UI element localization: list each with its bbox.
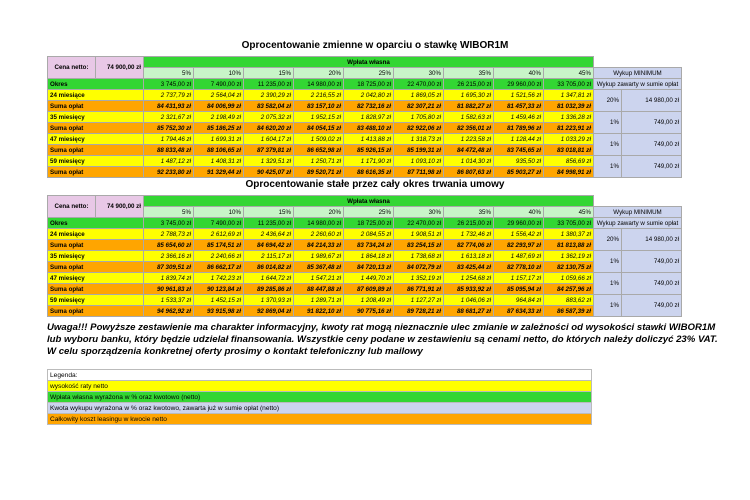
total-cell: 91 822,10 zł xyxy=(294,306,344,317)
rate-cell: 1 452,15 zł xyxy=(194,295,244,306)
price-value: 74 900,00 zł xyxy=(96,57,144,79)
rate-cell: 1 408,31 zł xyxy=(194,156,244,167)
rate-cell: 1 093,10 zł xyxy=(394,156,444,167)
rate-cell: 964,84 zł xyxy=(494,295,544,306)
total-cell: 85 095,94 zł xyxy=(494,284,544,295)
down-payment-amount: 33 705,00 zł xyxy=(544,218,594,229)
percent-cell: 45% xyxy=(544,207,594,218)
total-cell: 83 254,15 zł xyxy=(394,240,444,251)
rate-cell: 1 250,71 zł xyxy=(294,156,344,167)
total-cell: 83 488,10 zł xyxy=(344,123,394,134)
rate-cell: 2 075,32 zł xyxy=(244,112,294,123)
rate-cell: 1 362,19 zł xyxy=(544,251,594,262)
rate-cell: 1 329,51 zł xyxy=(244,156,294,167)
down-payment-amount: 22 470,00 zł xyxy=(394,79,444,90)
total-cell: 84 998,91 zł xyxy=(544,167,594,178)
total-cell: 82 293,97 zł xyxy=(494,240,544,251)
rate-cell: 1 033,29 zł xyxy=(544,134,594,145)
total-cell: 91 329,44 zł xyxy=(194,167,244,178)
rate-cell: 2 321,67 zł xyxy=(144,112,194,123)
total-label: Suma opłat xyxy=(48,262,144,273)
rate-cell: 1 509,02 zł xyxy=(294,134,344,145)
total-cell: 90 961,83 zł xyxy=(144,284,194,295)
down-payment-amount: 3 745,00 zł xyxy=(144,218,194,229)
total-cell: 87 711,98 zł xyxy=(394,167,444,178)
total-cell: 82 922,06 zł xyxy=(394,123,444,134)
total-cell: 87 309,51 zł xyxy=(144,262,194,273)
total-cell: 90 425,07 zł xyxy=(244,167,294,178)
rate-cell: 1 059,66 zł xyxy=(544,273,594,284)
rate-cell: 1 839,74 zł xyxy=(144,273,194,284)
rate-cell: 2 366,16 zł xyxy=(144,251,194,262)
down-payment-amount: 26 215,00 zł xyxy=(444,79,494,90)
percent-cell: 30% xyxy=(394,207,444,218)
rate-cell: 1 794,46 zł xyxy=(144,134,194,145)
rate-cell: 2 564,04 zł xyxy=(194,90,244,101)
down-payment-amount: 29 960,00 zł xyxy=(494,218,544,229)
term-label: 59 miesięcy xyxy=(48,295,144,306)
total-cell: 86 587,39 zł xyxy=(544,306,594,317)
percent-cell: 45% xyxy=(544,68,594,79)
rate-cell: 1 864,18 zł xyxy=(344,251,394,262)
total-cell: 82 774,06 zł xyxy=(444,240,494,251)
term-label: 35 miesięcy xyxy=(48,251,144,262)
buyout-amount: 749,00 zł xyxy=(622,295,682,317)
buyout-header: Wykup MINIMUM xyxy=(594,68,682,79)
spacer xyxy=(594,196,682,207)
total-cell: 89 520,71 zł xyxy=(294,167,344,178)
rate-cell: 1 487,69 zł xyxy=(494,251,544,262)
rate-cell: 1 613,18 zł xyxy=(444,251,494,262)
total-cell: 84 694,42 zł xyxy=(244,240,294,251)
buyout-percent: 1% xyxy=(594,251,622,273)
down-payment-header: Wpłata własna xyxy=(144,196,594,207)
rate-cell: 1 449,70 zł xyxy=(344,273,394,284)
buyout-percent: 20% xyxy=(594,90,622,112)
total-label: Suma opłat xyxy=(48,101,144,112)
total-label: Suma opłat xyxy=(48,306,144,317)
down-payment-amount: 7 490,00 zł xyxy=(194,79,244,90)
rate-cell: 1 171,90 zł xyxy=(344,156,394,167)
buyout-percent: 1% xyxy=(594,295,622,317)
rate-cell: 1 380,37 zł xyxy=(544,229,594,240)
rate-cell: 1 157,17 zł xyxy=(494,273,544,284)
down-payment-amount: 11 235,00 zł xyxy=(244,218,294,229)
percent-cell: 15% xyxy=(244,207,294,218)
percent-cell: 30% xyxy=(394,68,444,79)
rate-cell: 1 318,73 zł xyxy=(394,134,444,145)
rate-cell: 2 788,73 zł xyxy=(144,229,194,240)
total-cell: 88 833,48 zł xyxy=(144,145,194,156)
rate-cell: 1 127,27 zł xyxy=(394,295,444,306)
rate-cell: 2 612,69 zł xyxy=(194,229,244,240)
rate-cell: 2 216,55 zł xyxy=(294,90,344,101)
legend-item-down-payment: Wpłata własna wyrażona w % oraz kwotowo (netto) xyxy=(48,392,592,403)
total-label: Suma opłat xyxy=(48,167,144,178)
total-cell: 84 054,15 zł xyxy=(294,123,344,134)
total-cell: 94 962,92 zł xyxy=(144,306,194,317)
rate-cell: 2 198,49 zł xyxy=(194,112,244,123)
total-cell: 89 285,86 zł xyxy=(244,284,294,295)
rate-cell: 1 289,71 zł xyxy=(294,295,344,306)
total-cell: 81 032,39 zł xyxy=(544,101,594,112)
total-cell: 85 926,15 zł xyxy=(344,145,394,156)
rate-cell: 1 128,44 zł xyxy=(494,134,544,145)
rate-cell: 1 487,12 zł xyxy=(144,156,194,167)
term-label: 47 miesięcy xyxy=(48,273,144,284)
percent-cell: 15% xyxy=(244,68,294,79)
period-label: Okres xyxy=(48,218,144,229)
buyout-amount: 749,00 zł xyxy=(622,134,682,156)
period-label: Okres xyxy=(48,79,144,90)
total-label: Suma opłat xyxy=(48,284,144,295)
total-cell: 81 882,27 zł xyxy=(444,101,494,112)
buyout-included-note: Wykup zawarty w sumie opłat xyxy=(594,79,682,90)
rate-cell: 1 556,42 zł xyxy=(494,229,544,240)
rate-cell: 1 370,93 zł xyxy=(244,295,294,306)
total-cell: 86 771,91 zł xyxy=(394,284,444,295)
term-label: 24 miesiące xyxy=(48,90,144,101)
total-cell: 84 006,99 zł xyxy=(194,101,244,112)
buyout-percent: 1% xyxy=(594,112,622,134)
rate-cell: 883,62 zł xyxy=(544,295,594,306)
rate-cell: 1 952,15 zł xyxy=(294,112,344,123)
percent-cell: 35% xyxy=(444,207,494,218)
price-label: Cena netto: xyxy=(48,57,96,79)
rate-cell: 2 436,64 zł xyxy=(244,229,294,240)
percent-cell: 35% xyxy=(444,68,494,79)
down-payment-amount: 26 215,00 zł xyxy=(444,218,494,229)
buyout-amount: 749,00 zł xyxy=(622,273,682,295)
total-cell: 88 106,65 zł xyxy=(194,145,244,156)
total-cell: 85 367,48 zł xyxy=(294,262,344,273)
legend-item-rate: wysokość raty netto xyxy=(48,381,592,392)
rate-cell: 1 208,49 zł xyxy=(344,295,394,306)
total-cell: 86 014,82 zł xyxy=(244,262,294,273)
rate-cell: 1 738,68 zł xyxy=(394,251,444,262)
down-payment-amount: 14 980,00 zł xyxy=(294,79,344,90)
rate-cell: 1 828,97 zł xyxy=(344,112,394,123)
rate-cell: 2 260,60 zł xyxy=(294,229,344,240)
buyout-header: Wykup MINIMUM xyxy=(594,207,682,218)
total-cell: 84 257,96 zł xyxy=(544,284,594,295)
total-cell: 86 807,63 zł xyxy=(444,167,494,178)
legend xyxy=(47,369,592,425)
rate-cell: 2 042,80 zł xyxy=(344,90,394,101)
down-payment-header: Wpłata własna xyxy=(144,57,594,68)
buyout-amount: 749,00 zł xyxy=(622,251,682,273)
down-payment-amount: 11 235,00 zł xyxy=(244,79,294,90)
total-cell: 81 457,33 zł xyxy=(494,101,544,112)
rate-cell: 1 533,37 zł xyxy=(144,295,194,306)
total-cell: 88 616,35 zł xyxy=(344,167,394,178)
total-cell: 86 662,17 zł xyxy=(194,262,244,273)
percent-cell: 25% xyxy=(344,207,394,218)
buyout-percent: 1% xyxy=(594,134,622,156)
total-cell: 86 652,98 zł xyxy=(294,145,344,156)
percent-cell: 40% xyxy=(494,68,544,79)
price-value: 74 900,00 zł xyxy=(96,196,144,218)
total-cell: 85 199,31 zł xyxy=(394,145,444,156)
disclaimer-note: Uwaga!!! Powyższe zestawienie ma charakter informacyjny, kwoty rat mogą nieznacznie ulec zmianie w zależności od wysokości stawki WIBOR1M lub wyboru banku, który będzie udzielał finansowania. Wszystkie ceny podane w zestawieniu są cenami netto, do których należy doliczyć 23% VAT. W celu sporządzenia konkretnej oferty prosimy o kontakt telefoniczny lub mailowy xyxy=(47,322,718,357)
rate-cell: 1 046,06 zł xyxy=(444,295,494,306)
legend-item-buyout: Kwota wykupu wyrażona w % oraz kwotowo, zawarta już w sumie opłat (netto) xyxy=(48,403,592,414)
percent-cell: 5% xyxy=(144,68,194,79)
rate-cell: 1 413,88 zł xyxy=(344,134,394,145)
total-cell: 84 431,93 zł xyxy=(144,101,194,112)
total-cell: 88 681,27 zł xyxy=(444,306,494,317)
total-cell: 85 654,60 zł xyxy=(144,240,194,251)
total-cell: 84 214,33 zł xyxy=(294,240,344,251)
total-cell: 84 072,79 zł xyxy=(394,262,444,273)
total-label: Suma opłat xyxy=(48,240,144,251)
total-label: Suma opłat xyxy=(48,145,144,156)
rate-cell: 1 547,21 zł xyxy=(294,273,344,284)
percent-cell: 10% xyxy=(194,207,244,218)
rate-cell: 1 582,63 zł xyxy=(444,112,494,123)
rate-cell: 1 459,46 zł xyxy=(494,112,544,123)
total-cell: 82 356,01 zł xyxy=(444,123,494,134)
buyout-amount: 749,00 zł xyxy=(622,112,682,134)
down-payment-amount: 14 980,00 zł xyxy=(294,218,344,229)
rate-cell: 2 390,29 zł xyxy=(244,90,294,101)
buyout-percent: 1% xyxy=(594,156,622,178)
down-payment-amount: 29 960,00 zł xyxy=(494,79,544,90)
rate-cell: 935,50 zł xyxy=(494,156,544,167)
rate-cell: 2 115,17 zł xyxy=(244,251,294,262)
buyout-amount: 14 980,00 zł xyxy=(622,90,682,112)
rate-cell: 856,69 zł xyxy=(544,156,594,167)
rate-cell: 2 240,66 zł xyxy=(194,251,244,262)
rate-cell: 1 644,72 zł xyxy=(244,273,294,284)
total-cell: 85 752,30 zł xyxy=(144,123,194,134)
total-cell: 82 778,10 zł xyxy=(494,262,544,273)
total-cell: 87 634,33 zł xyxy=(494,306,544,317)
total-cell: 93 915,98 zł xyxy=(194,306,244,317)
rate-cell: 1 336,28 zł xyxy=(544,112,594,123)
down-payment-amount: 22 470,00 zł xyxy=(394,218,444,229)
rate-cell: 2 084,55 zł xyxy=(344,229,394,240)
rate-cell: 2 737,79 zł xyxy=(144,90,194,101)
total-cell: 83 582,04 zł xyxy=(244,101,294,112)
table2-fixed-rate xyxy=(47,195,682,317)
rate-cell: 1 521,56 zł xyxy=(494,90,544,101)
total-cell: 85 174,51 zł xyxy=(194,240,244,251)
down-payment-amount: 7 490,00 zł xyxy=(194,218,244,229)
rate-cell: 1 705,80 zł xyxy=(394,112,444,123)
legend-item-total-cost: Całkowity koszt leasingu w kwocie netto xyxy=(48,414,592,425)
rate-cell: 1 989,67 zł xyxy=(294,251,344,262)
spacer xyxy=(594,57,682,68)
rate-cell: 1 742,23 zł xyxy=(194,273,244,284)
total-cell: 83 734,24 zł xyxy=(344,240,394,251)
rate-cell: 1 223,58 zł xyxy=(444,134,494,145)
total-cell: 81 813,88 zł xyxy=(544,240,594,251)
total-cell: 82 130,75 zł xyxy=(544,262,594,273)
table1-title: Oprocentowanie zmienne w oparciu o stawkę WIBOR1M xyxy=(241,40,509,51)
table2-title: Oprocentowanie stałe przez cały okres trwania umowy xyxy=(245,179,505,190)
term-label: 47 miesięcy xyxy=(48,134,144,145)
rate-cell: 1 254,68 zł xyxy=(444,273,494,284)
buyout-included-note: Wykup zawarty w sumie opłat xyxy=(594,218,682,229)
buyout-amount: 14 980,00 zł xyxy=(622,229,682,251)
rate-cell: 1 699,31 zł xyxy=(194,134,244,145)
total-cell: 90 775,16 zł xyxy=(344,306,394,317)
rate-cell: 1 347,81 zł xyxy=(544,90,594,101)
buyout-percent: 1% xyxy=(594,273,622,295)
term-label: 59 miesięcy xyxy=(48,156,144,167)
percent-cell: 25% xyxy=(344,68,394,79)
total-cell: 85 933,92 zł xyxy=(444,284,494,295)
total-cell: 84 720,13 zł xyxy=(344,262,394,273)
total-cell: 89 728,21 zł xyxy=(394,306,444,317)
rate-cell: 1 869,05 zł xyxy=(394,90,444,101)
table1-variable-rate xyxy=(47,56,682,178)
legend-title: Legenda: xyxy=(48,370,592,381)
total-cell: 81 223,91 zł xyxy=(544,123,594,134)
total-cell: 92 233,80 zł xyxy=(144,167,194,178)
total-cell: 82 307,21 zł xyxy=(394,101,444,112)
price-label: Cena netto: xyxy=(48,196,96,218)
term-label: 24 miesiące xyxy=(48,229,144,240)
down-payment-amount: 33 705,00 zł xyxy=(544,79,594,90)
total-cell: 83 157,10 zł xyxy=(294,101,344,112)
total-cell: 88 447,88 zł xyxy=(294,284,344,295)
percent-cell: 40% xyxy=(494,207,544,218)
total-label: Suma opłat xyxy=(48,123,144,134)
total-cell: 85 186,25 zł xyxy=(194,123,244,134)
down-payment-amount: 3 745,00 zł xyxy=(144,79,194,90)
down-payment-amount: 18 725,00 zł xyxy=(344,79,394,90)
rate-cell: 1 352,19 zł xyxy=(394,273,444,284)
buyout-percent: 20% xyxy=(594,229,622,251)
rate-cell: 1 908,51 zł xyxy=(394,229,444,240)
total-cell: 85 903,27 zł xyxy=(494,167,544,178)
percent-cell: 20% xyxy=(294,207,344,218)
rate-cell: 1 014,30 zł xyxy=(444,156,494,167)
total-cell: 84 472,48 zł xyxy=(444,145,494,156)
total-cell: 84 620,20 zł xyxy=(244,123,294,134)
rate-cell: 1 732,46 zł xyxy=(444,229,494,240)
percent-cell: 10% xyxy=(194,68,244,79)
percent-cell: 20% xyxy=(294,68,344,79)
total-cell: 83 425,44 zł xyxy=(444,262,494,273)
percent-cell: 5% xyxy=(144,207,194,218)
total-cell: 81 789,96 zł xyxy=(494,123,544,134)
buyout-amount: 749,00 zł xyxy=(622,156,682,178)
rate-cell: 1 695,30 zł xyxy=(444,90,494,101)
total-cell: 90 123,84 zł xyxy=(194,284,244,295)
total-cell: 83 018,81 zł xyxy=(544,145,594,156)
total-cell: 87 379,81 zł xyxy=(244,145,294,156)
total-cell: 92 869,04 zł xyxy=(244,306,294,317)
rate-cell: 1 604,17 zł xyxy=(244,134,294,145)
total-cell: 83 745,65 zł xyxy=(494,145,544,156)
total-cell: 82 732,16 zł xyxy=(344,101,394,112)
down-payment-amount: 18 725,00 zł xyxy=(344,218,394,229)
term-label: 35 miesięcy xyxy=(48,112,144,123)
total-cell: 87 609,89 zł xyxy=(344,284,394,295)
